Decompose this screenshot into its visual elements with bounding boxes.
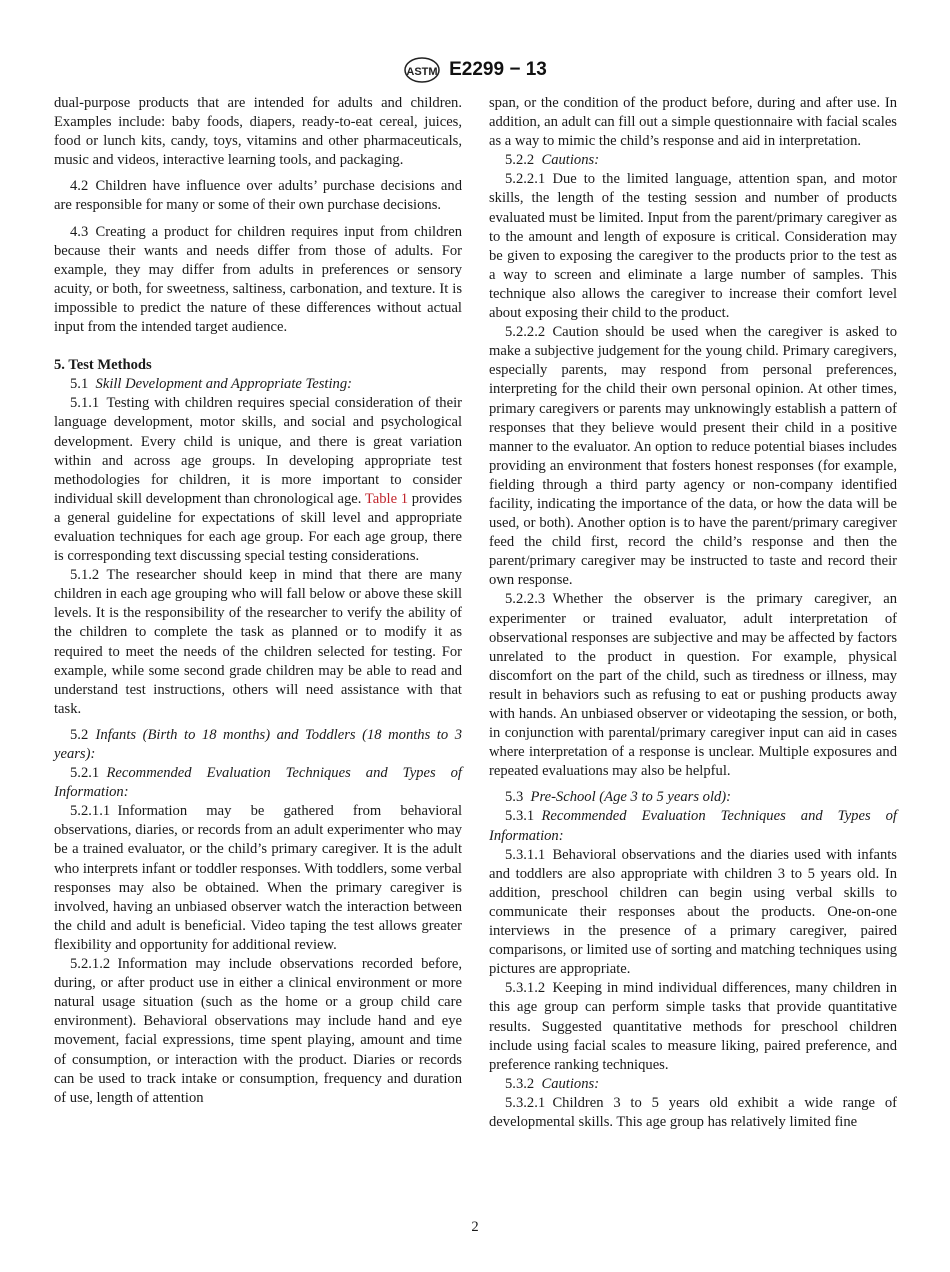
section-title: Skill Development and Appropriate Testing: (95, 376, 352, 393)
paragraph-text: Information may be gathered from behavioral observations, diaries, or records from an adult experimenter who may be a trained evaluator, or the child’s primary caregiver. It is the adult who interprets infant or toddler responses. With toddlers, some verbal responses may also be obtained. When the primary caregiver is involved, having an unbiased observer watch the interaction between the child and adult is beneficial. Video taping the test allows greater flexibility and opportunity for additional review. (54, 803, 462, 953)
paragraph-text: Behavioral observations and the diaries used with infants and toddlers are also appropriate with children 3 to 5 years old. In addition, preschool children can begin using verbal skills to communicate their responses about the products. One-on-one interviews in the presence of a primary caregiver, paired comparisons, or limited use of sorting and matching techniques using pictures are appropriate. (489, 846, 897, 978)
paragraph-text: Due to the limited language, attention span, and motor skills, the length of the testing session and number of products evaluated must be limited. Input from the parent/primary caregiver as to the amount and length of exposure is critical. Consideration may be given to exposing the caregiver to the products prior to the test as a way to screen and eliminate a large number of samples. This technique also allows the caregiver to increase their comfort level about exposing their child to the product. (489, 171, 897, 322)
paragraph (489, 807, 897, 845)
paragraph (489, 788, 897, 807)
paragraph-text: Keeping in mind individual differences, many children in this age group can perform simple tasks that provide quantitative results. Suggested quantitative methods for preschool children include using facial scales to measure liking, paired preference, and preference ranking techniques. (489, 980, 897, 1073)
paragraph-text: Children 3 to 5 years old exhibit a wide range of developmental skills. This age group has relatively limited fine (489, 1094, 897, 1130)
astm-logo-icon (403, 56, 441, 84)
section-number: 5.1.1 (70, 395, 100, 412)
section-number: 5.2.2 (505, 152, 535, 169)
paragraph (54, 764, 462, 802)
paragraph (54, 802, 462, 955)
section-number: 5.3.1 (505, 808, 535, 825)
paragraph (54, 566, 462, 719)
paragraph (489, 323, 897, 590)
section-number: 5.3.1.1 (505, 846, 546, 863)
section-number: 5.2.1 (70, 765, 100, 782)
section-number: 5.2.2.3 (505, 591, 546, 608)
paragraph (54, 394, 462, 566)
section-number: 5.2 (70, 726, 89, 743)
table-1-link[interactable]: Table 1 (364, 490, 409, 507)
paragraph (54, 375, 462, 394)
section-title: Infants (Birth to 18 months) and Toddlers (18 months to 3 years): (54, 726, 462, 762)
section-number: 5.2.2.2 (505, 324, 546, 341)
paragraph (489, 1075, 897, 1094)
paragraph-text: Children have influence over adults’ purchase decisions and are responsible for many or some of their own purchase decisions. (54, 178, 462, 214)
section-number: 5.3.2 (505, 1075, 535, 1092)
paragraph (489, 979, 897, 1074)
right-column (489, 94, 897, 1132)
document-id: E2299 − 13 (449, 59, 547, 80)
paragraph (489, 590, 897, 781)
section-number: 5.2.1.2 (70, 956, 111, 973)
paragraph (489, 94, 897, 151)
paragraph (54, 177, 462, 215)
paragraph-text: Caution should be used when the caregiver is asked to make a subjective judgement for the young child. Primary caregivers, especially parents, may respond from personal preferences, interpreting for the child their own personal opinion. At other times, primary caregivers or parents may unknowingly establish a pattern of responses that they believe would present their child in a positive manner to the evaluator. An option to reduce potential biases includes providing an environment that fosters honest responses (for example, fielding through a third party agency or non-company identified facility, indicating the importance of the data, or how the data will be used, or both). Another option is to have the parent/primary caregiver feed the child first, record the child’s response and then the parent/primary caregiver may be instructed to taste and record their own response. (489, 324, 897, 589)
paragraph (489, 846, 897, 980)
section-title: Cautions: (541, 1075, 600, 1092)
left-column (54, 94, 462, 1108)
section-number: 4.3 (70, 223, 89, 240)
paragraph-text: Whether the observer is the primary caregiver, an experimenter or trained evaluator, adult interpretation of observational responses are subjective and may be affected by factors unrelated to the product in question. For example, physical discomfort on the part of the child, such as tiredness or illness, may result in behaviors such as refusing to eat or pushing products away with hands. An unbiased observer or videotaping the session, or both, in conjunction with parental/primary caregiver input can aid in cases where interpretation of a response is unclear. Multiple exposures and repeated evaluations may also be helpful. (489, 591, 897, 780)
paragraph-text: span, or the condition of the product before, during and after use. In addition, an adult can fill out a simple questionnaire with facial scales as a way to mimic the child’s response and aid in interpretation. (489, 95, 897, 150)
paragraph-text: The researcher should keep in mind that there are many children in each age grouping who will fall below or above these skill levels. It is the responsibility of the researcher to verify the ability of the children to complete the task as planned or to modify it as required to meet the needs of the children selected for testing. For example, while some second grade children may be able to read and understand test instructions, others will need assistance with that task. (54, 567, 462, 717)
paragraph-text: dual-purpose products that are intended for adults and children. Examples include: baby foods, diapers, ready-to-eat cereal, juices, food or lunch kits, candy, toys, vitamins and other pharmaceuticals, music and videos, interactive learning tools, and packaging. (54, 95, 462, 169)
section-heading: 5. Test Methods (54, 357, 152, 374)
paragraph (489, 151, 897, 170)
paragraph (54, 223, 462, 338)
paragraph-text: Creating a product for children requires input from children because their wants and needs differ from those of adults. For example, they may differ from adults in preferences or sensory acuity, or both, for sweetness, saltiness, carbonation, and texture. It is impossible to predict the nature of these differences without actual input from the intended target audience. (54, 223, 462, 336)
section-title: Recommended Evaluation Techniques and Types of Information: (489, 808, 897, 844)
section-number: 4.2 (70, 178, 89, 195)
paragraph (54, 955, 462, 1108)
paragraph-text: Testing with children requires special consideration of their language development, motor skills, and social and psychological development. Every child is unique, and there is great variation within and across age groups. In developing appropriate test methodologies for children, it is more important to consider individual skill development than chronological age. (54, 395, 462, 507)
section-number: 5.1.2 (70, 567, 100, 584)
page-header (0, 56, 950, 84)
paragraph-text: Information may include observations recorded before, during, or after product use in either a clinical environment or more natural usage situation (such as the home or a group child care environment). Behavioral observations may include hand and eye movement, facial expressions, time spent playing, amount and time of consumption, or interaction with the product. Diaries or records can be used to track intake or consumption, frequency and duration of use, length of attention (54, 956, 462, 1106)
section-number: 5.2.2.1 (505, 171, 546, 188)
paragraph (489, 1094, 897, 1132)
section-number: 5.2.1.1 (70, 803, 111, 820)
section-number: 5.1 (70, 376, 89, 393)
paragraph (489, 170, 897, 323)
section-number: 5.3.1.2 (505, 980, 546, 997)
section-title: Pre-School (Age 3 to 5 years old): (530, 789, 732, 806)
paragraph (54, 726, 462, 764)
section-number: 5.3 (505, 789, 524, 806)
section-number: 5.3.2.1 (505, 1094, 546, 1111)
page-number: 2 (471, 1219, 479, 1235)
section-title: Cautions: (541, 152, 600, 169)
section-title: Recommended Evaluation Techniques and Types of Information: (54, 765, 462, 801)
paragraph (54, 94, 462, 170)
paragraph-text: provides a general guideline for expectations of skill level and appropriate evaluation techniques for each age group. For each age group, there is corresponding text discussing special testing considerations. (54, 490, 462, 565)
svg-text:ASTM: ASTM (406, 66, 438, 78)
